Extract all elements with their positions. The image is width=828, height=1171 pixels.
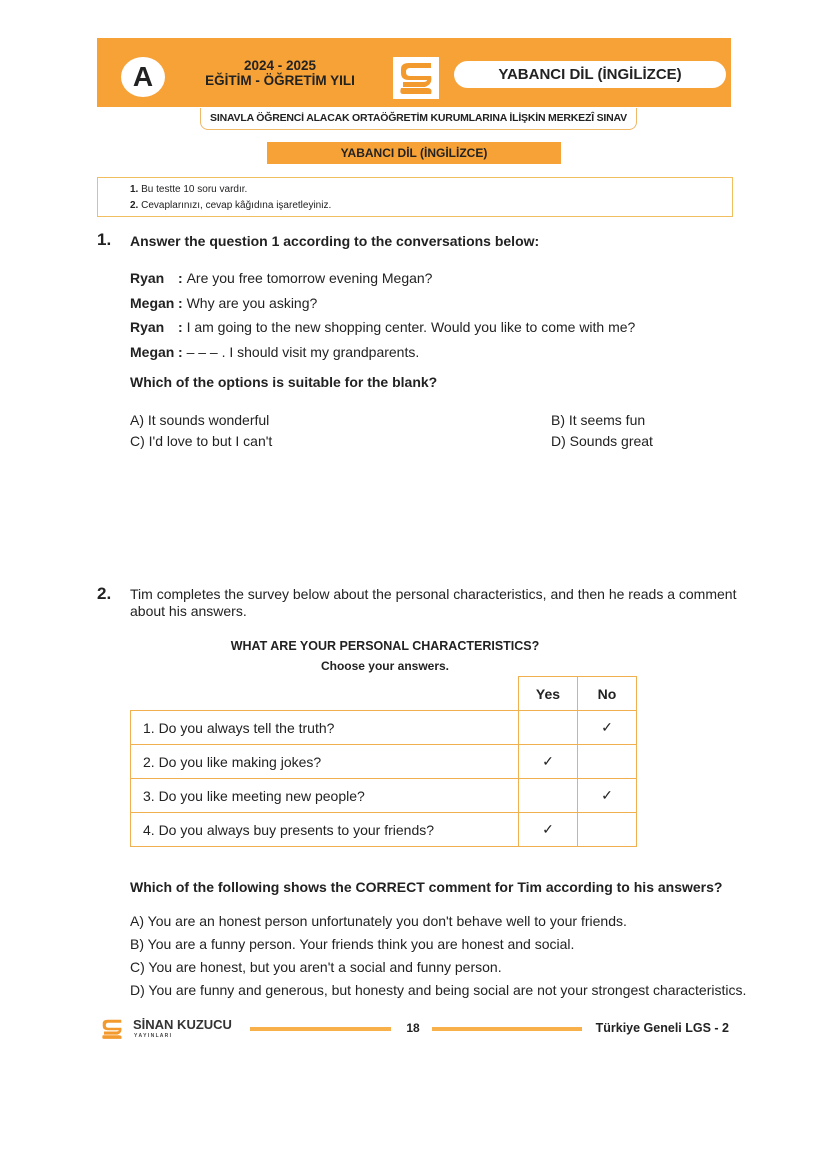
option-c[interactable]: C) You are honest, but you aren't a social and funny person. xyxy=(130,959,502,975)
footer-bar-right xyxy=(432,1027,582,1031)
subject-pill: YABANCI DİL (İNGİLİZCE) xyxy=(454,61,726,88)
publisher-sub: Y A Y I N L A R I xyxy=(134,1033,171,1039)
option-a[interactable]: A) You are an honest person unfortunately you don't behave well to your friends. xyxy=(130,913,627,929)
question-text: Which of the following shows the CORRECT comment for Tim according to his answers? xyxy=(130,879,723,895)
instruction-item: 1. Bu testte 10 soru vardır. xyxy=(130,184,248,195)
booklet-letter: A xyxy=(121,57,165,97)
dialogue-line: Megan : – – – . I should visit my grandparents. xyxy=(130,343,420,360)
book-logo-icon xyxy=(393,57,439,99)
academic-year xyxy=(190,58,370,88)
page-number: 18 xyxy=(406,1021,420,1035)
table-row: 3. Do you like meeting new people? ✓ xyxy=(131,779,637,813)
series-label: Türkiye Geneli LGS - 2 xyxy=(595,1021,729,1035)
instructions-box xyxy=(97,177,733,217)
table-subtitle: Choose your answers. xyxy=(320,659,450,673)
question-intro: Tim completes the survey below about the personal characteristics, and then he reads a comment about his answers. xyxy=(130,586,737,619)
question-number: 2. xyxy=(97,584,112,603)
exam-name: SINAVLA ÖĞRENCİ ALACAK ORTAÖĞRETİM KURUMLARINA İLİŞKİN MERKEZÎ SINAV xyxy=(200,108,637,130)
col-no: No xyxy=(578,677,637,711)
question-number: 1. xyxy=(97,230,112,249)
question-prompt: Answer the question 1 according to the conversations below: xyxy=(130,233,540,249)
col-yes: Yes xyxy=(519,677,578,711)
instruction-item: 2. Cevaplarınızı, cevap kâğıdına işaretleyiniz. xyxy=(130,200,332,211)
publisher-logo-icon xyxy=(97,1016,127,1047)
dialogue-line: Ryan : Are you free tomorrow evening Megan? xyxy=(130,270,433,286)
table-header xyxy=(131,677,637,711)
year: 2024 - 2025 xyxy=(243,58,317,73)
option-a[interactable]: A) It sounds wonderful xyxy=(130,412,270,428)
table-row: 2. Do you like making jokes? ✓ xyxy=(131,745,637,779)
survey-table xyxy=(130,676,637,847)
option-d[interactable]: D) You are funny and generous, but honesty and being social are not your strongest characteristics. xyxy=(130,982,747,998)
table-row: 1. Do you always tell the truth? ✓ xyxy=(131,711,637,745)
subject-bar: YABANCI DİL (İNGİLİZCE) xyxy=(267,142,561,164)
dialogue-line: Megan : Why are you asking? xyxy=(130,294,318,311)
year-label: EĞİTİM - ÖĞRETİM YILI xyxy=(205,73,355,88)
dialogue xyxy=(130,266,635,364)
publisher-name: SİNAN KUZUCU xyxy=(133,1017,232,1032)
option-c[interactable]: C) I'd love to but I can't xyxy=(130,433,273,449)
footer-bar-left xyxy=(250,1027,391,1031)
dialogue-line: Ryan : I am going to the new shopping center. Would you like to come with me? xyxy=(130,319,636,335)
table-title: WHAT ARE YOUR PERSONAL CHARACTERISTICS? xyxy=(230,639,540,653)
option-b[interactable]: B) You are a funny person. Your friends think you are honest and social. xyxy=(130,936,575,952)
option-d[interactable]: D) Sounds great xyxy=(551,433,653,449)
table-row: 4. Do you always buy presents to your friends? ✓ xyxy=(131,813,637,847)
question-text: Which of the options is suitable for the blank? xyxy=(130,374,438,390)
option-b[interactable]: B) It seems fun xyxy=(551,412,646,428)
